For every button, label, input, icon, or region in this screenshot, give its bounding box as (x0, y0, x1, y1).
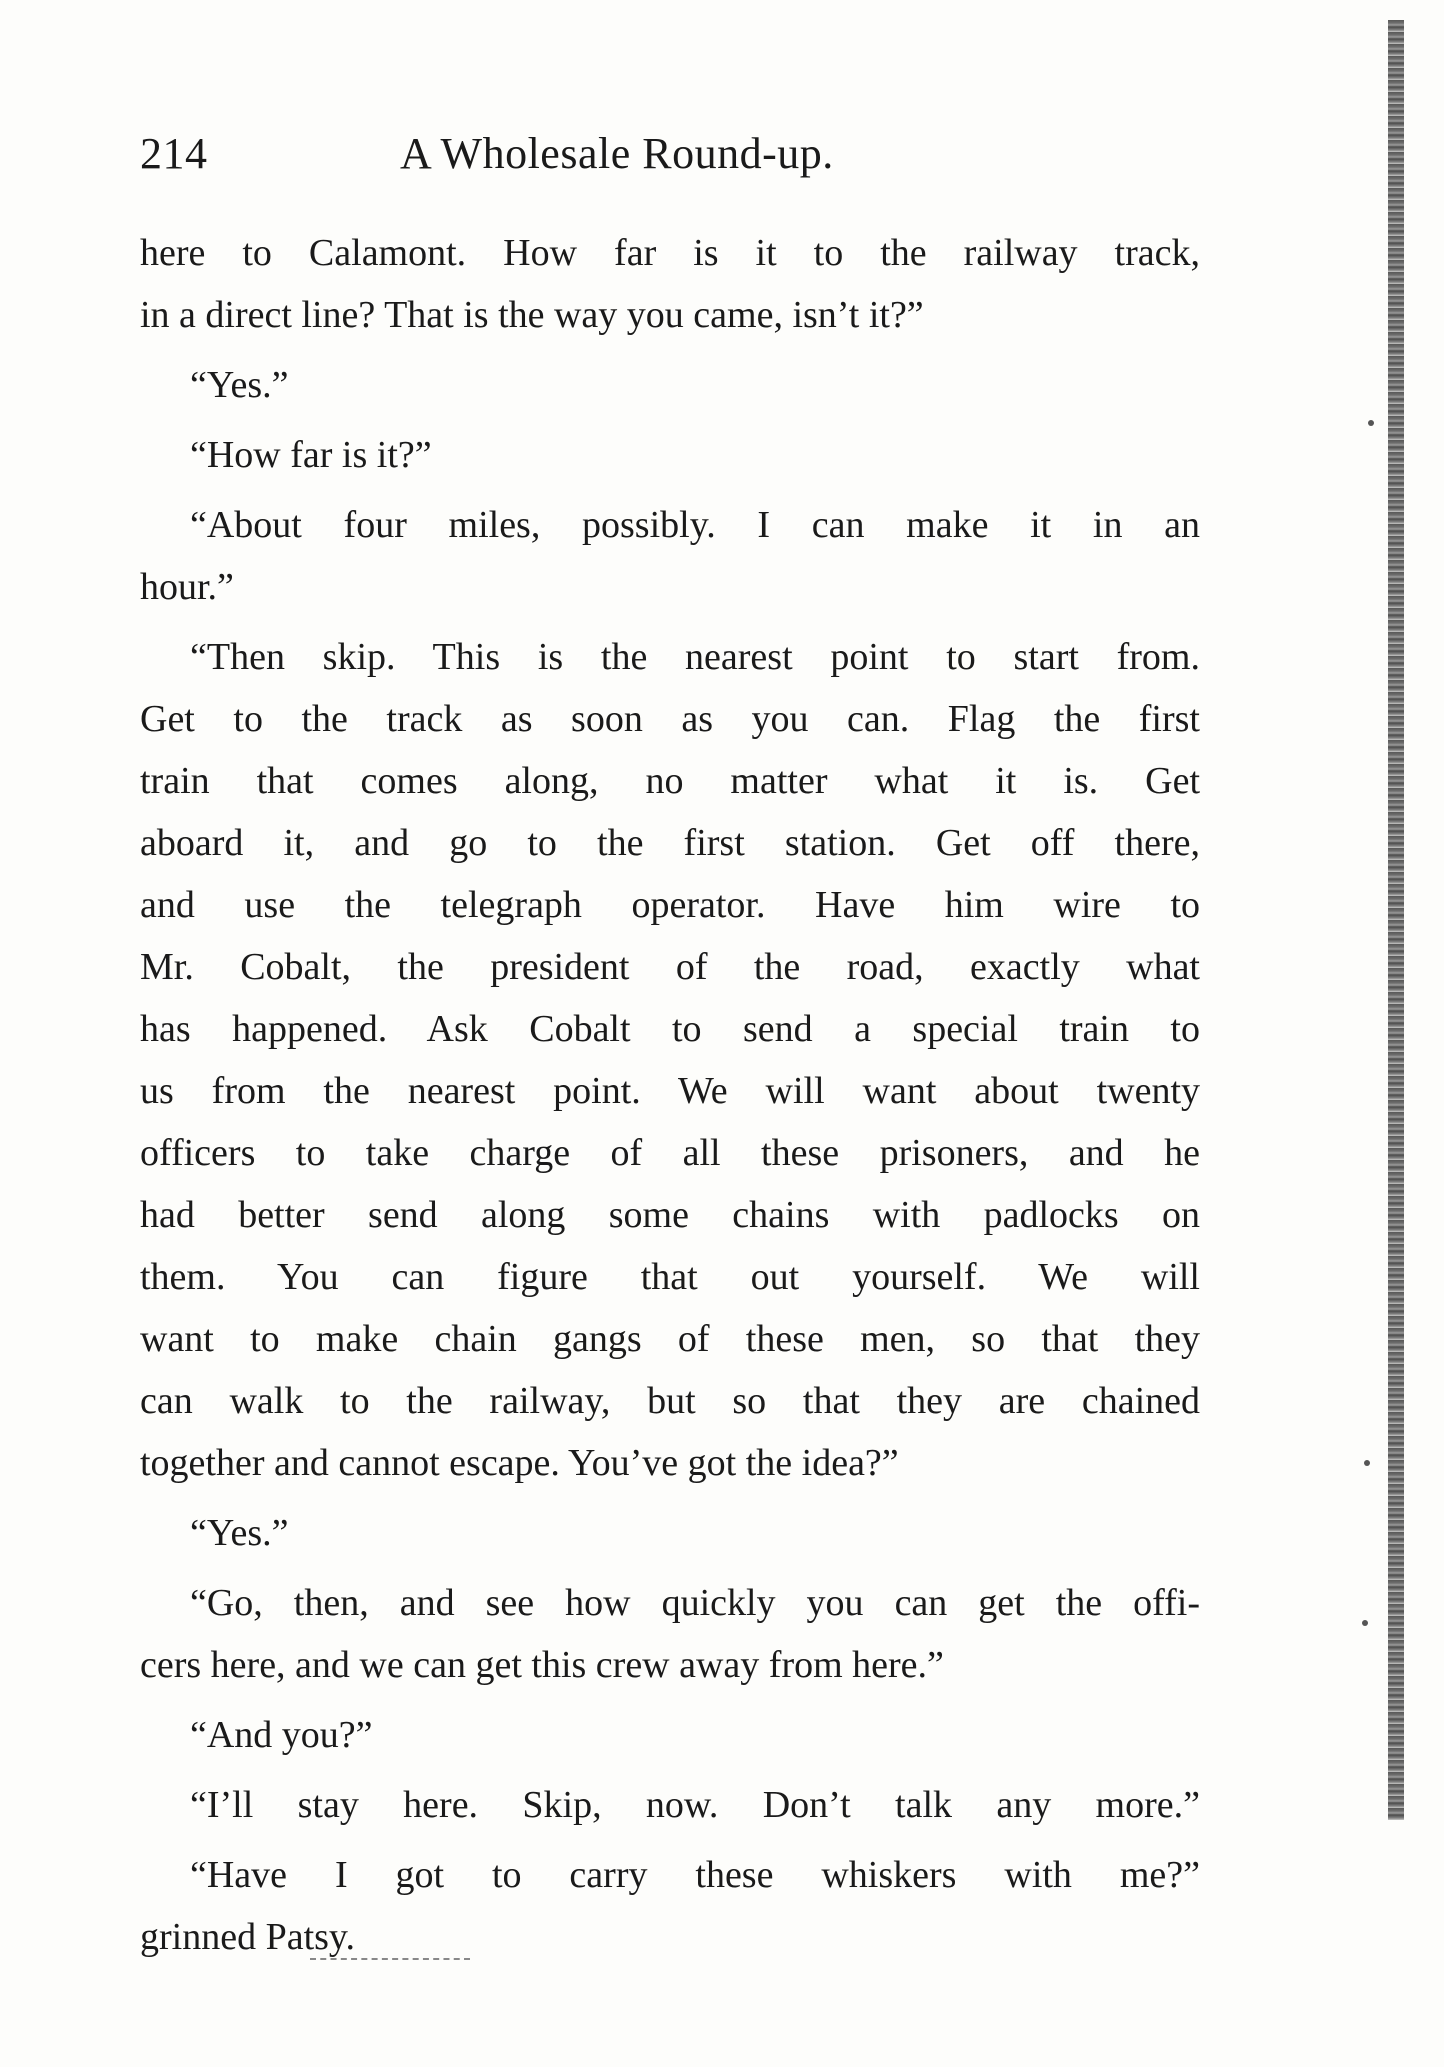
text-line: has happened. Ask Cobalt to send a special train to (140, 1008, 1200, 1050)
text-line: “Have I got to carry these whiskers with me?” (190, 1854, 1200, 1896)
text-line: grinned Patsy. (140, 1916, 355, 1958)
scanned-page-edge (1388, 20, 1404, 1820)
text-line: “Then skip. This is the nearest point to start from. (190, 636, 1200, 678)
text-line: “Go, then, and see how quickly you can get the offi- (190, 1582, 1200, 1624)
text-line: Get to the track as soon as you can. Flag the first (140, 698, 1200, 740)
scan-speck (1362, 1620, 1368, 1626)
text-line: aboard it, and go to the first station. Get off there, (140, 822, 1200, 864)
body-text (140, 222, 1200, 1968)
page-number: 214 (140, 129, 208, 178)
text-line: “How far is it?” (190, 434, 432, 476)
running-title: A Wholesale Round-up. (400, 129, 834, 178)
text-line: here to Calamont. How far is it to the railway track, (140, 232, 1200, 274)
text-line: hour.” (140, 566, 234, 608)
text-line: “Yes.” (190, 1512, 289, 1554)
text-line: can walk to the railway, but so that they are chained (140, 1380, 1200, 1422)
scan-speck (1368, 420, 1374, 426)
text-line: “Yes.” (190, 364, 289, 406)
text-line: “About four miles, possibly. I can make it in an (190, 504, 1200, 546)
text-line: “And you?” (190, 1714, 373, 1756)
text-line: had better send along some chains with padlocks on (140, 1194, 1200, 1236)
text-line: Mr. Cobalt, the president of the road, exactly what (140, 946, 1200, 988)
text-line: “I’ll stay here. Skip, now. Don’t talk any more.” (190, 1784, 1200, 1826)
text-line: them. You can figure that out yourself. We will (140, 1256, 1200, 1298)
text-line: together and cannot escape. You’ve got the idea?” (140, 1442, 899, 1484)
text-line: officers to take charge of all these prisoners, and he (140, 1132, 1200, 1174)
footer-marks (310, 1958, 470, 1970)
text-line: want to make chain gangs of these men, so that they (140, 1318, 1200, 1360)
text-line: us from the nearest point. We will want about twenty (140, 1070, 1200, 1112)
text-line: cers here, and we can get this crew away from here.” (140, 1644, 944, 1686)
text-line: in a direct line? That is the way you came, isn’t it?” (140, 294, 924, 336)
text-line: train that comes along, no matter what it is. Get (140, 760, 1200, 802)
scan-speck (1364, 1460, 1370, 1466)
page-header (140, 128, 1200, 188)
text-line: and use the telegraph operator. Have him wire to (140, 884, 1200, 926)
